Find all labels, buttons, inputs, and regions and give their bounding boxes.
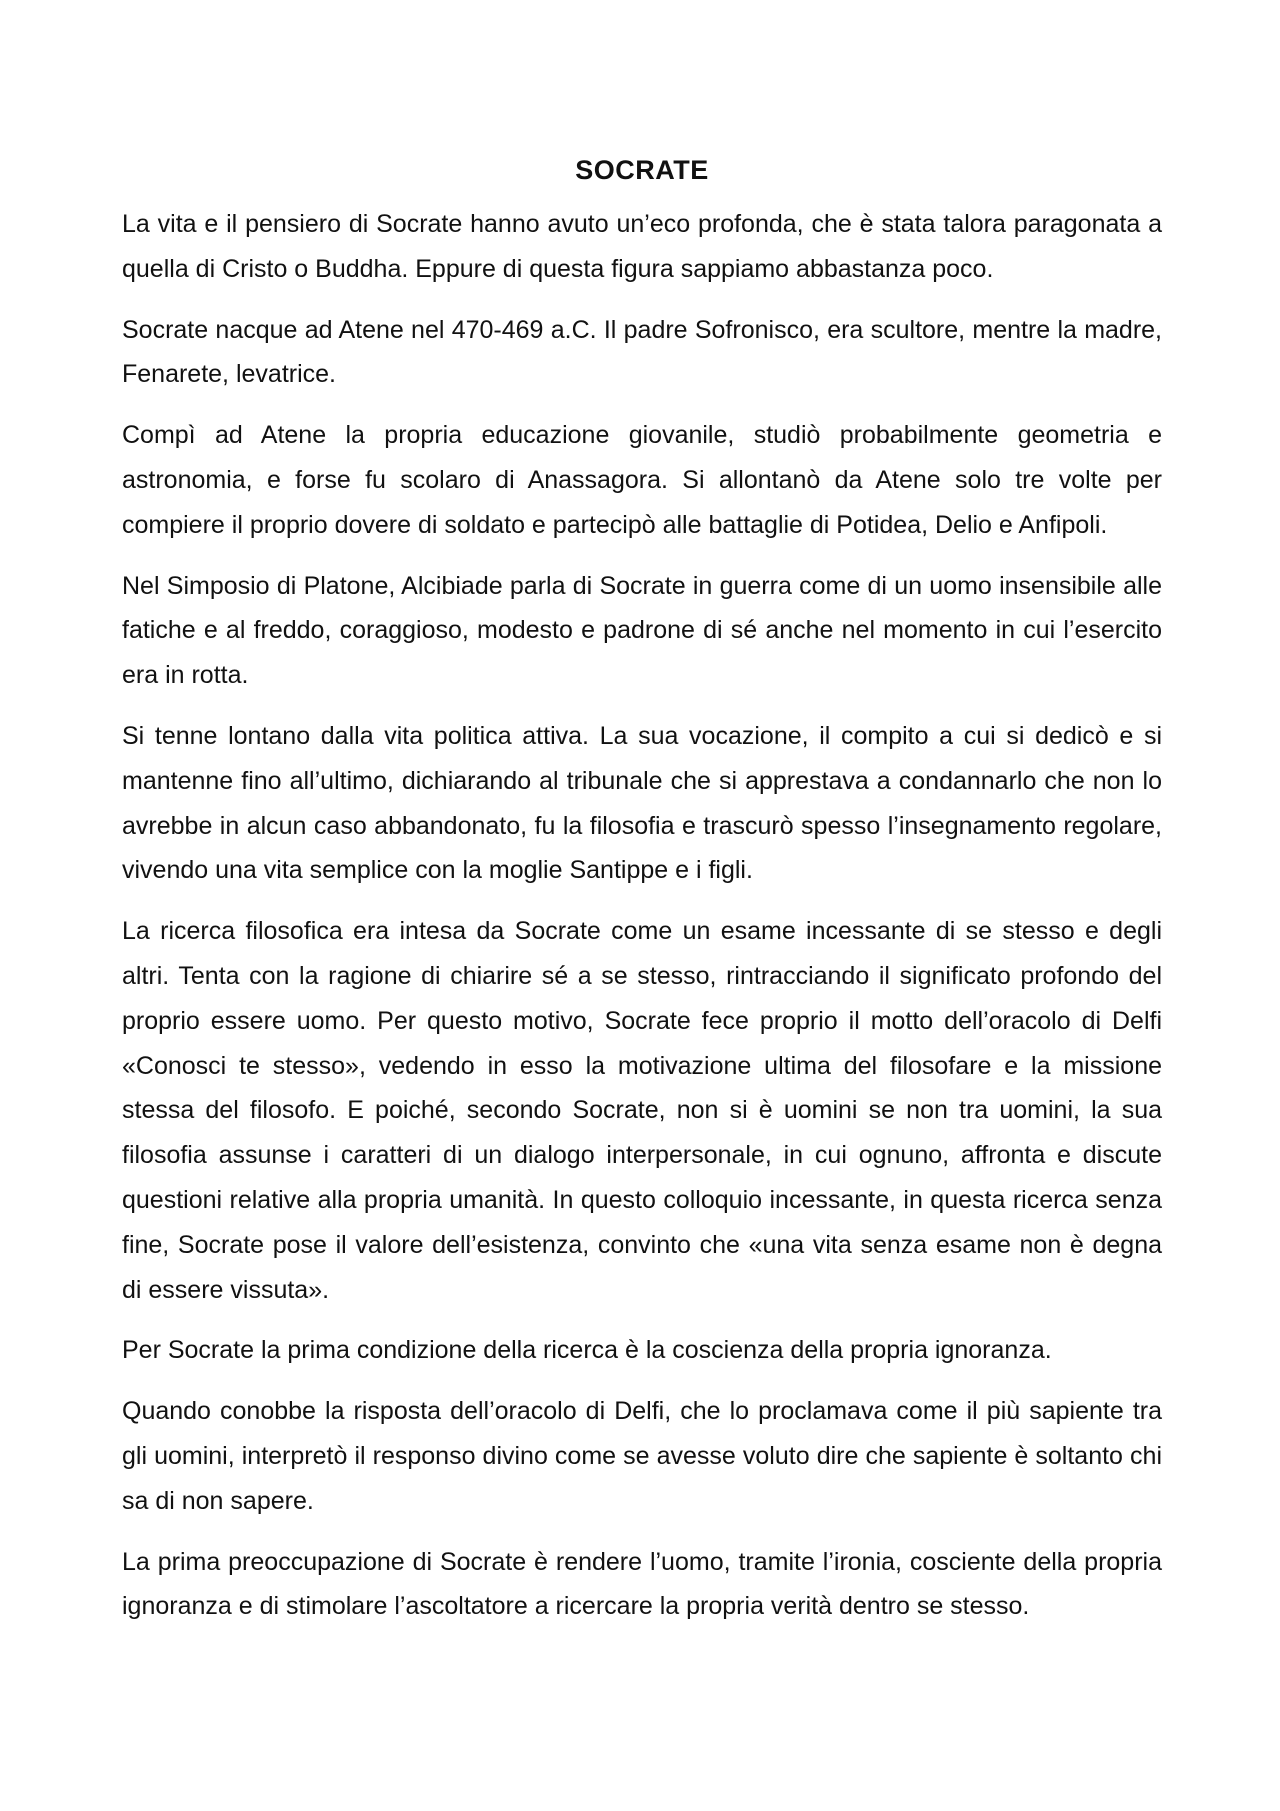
paragraph-1: La vita e il pensiero di Socrate hanno avuto un’eco profonda, che è stata talora paragonata a quella di Cristo o Buddha. Eppure di questa figura sappiamo abbastanza poco. (122, 210, 1162, 283)
paragraph-7: Per Socrate la prima condizione della ricerca è la coscienza della propria ignoranza. (122, 1336, 1052, 1365)
paragraph-8: Quando conobbe la risposta dell’oracolo di Delfi, che lo proclamava come il più sapiente tra gli uomini, interpretò il responso divino come se avesse voluto dire che sapiente è soltanto chi sa di non sapere. (122, 1397, 1162, 1515)
paragraph-6: La ricerca filosofica era intesa da Socrate come un esame incessante di se stesso e degli altri. Tenta con la ragione di chiarire sé a se stesso, rintracciando il significato profondo del proprio essere uomo. Per questo motivo, Socrate fece proprio il motto dell’oracolo di Delfi «Conosci te stesso», vedendo in esso la motivazione ultima del filosofare e la missione stessa del filosofo. E poiché, secondo Socrate, non si è uomini se non tra uomini, la sua filosofia assunse i caratteri di un dialogo interpersonale, in cui ognuno, affronta e discute questioni relative alla propria umanità. In questo colloquio incessante, in questa ricerca senza fine, Socrate pose il valore dell’esistenza, convinto che «una vita senza esame non è degna di essere vissuta». (122, 917, 1162, 1304)
paragraph-3: Compì ad Atene la propria educazione giovanile, studiò probabilmente geometria e astronomia, e forse fu scolaro di Anassagora. Si allontanò da Atene solo tre volte per compiere il proprio dovere di soldato e partecipò alle battaglie di Potidea, Delio e Anfipoli. (122, 421, 1162, 539)
paragraph-4: Nel Simposio di Platone, Alcibiade parla di Socrate in guerra come di un uomo insensibile alle fatiche e al freddo, coraggioso, modesto e padrone di sé anche nel momento in cui l’esercito era in rotta. (122, 571, 1162, 690)
paragraph-9: La prima preoccupazione di Socrate è rendere l’uomo, tramite l’ironia, cosciente della propria ignoranza e di stimolare l’ascoltatore a ricercare la propria verità dentro se stesso. (122, 1547, 1162, 1621)
document-body (122, 152, 1162, 1645)
paragraph-2: Socrate nacque ad Atene nel 470-469 a.C. Il padre Sofronisco, era scultore, mentre la madre, Fenarete, levatrice. (122, 315, 1162, 389)
paragraph-5: Si tenne lontano dalla vita politica attiva. La sua vocazione, il compito a cui si dedicò e si mantenne fino all’ultimo, dichiarando al tribunale che si apprestava a condannarlo che non lo avrebbe in alcun caso abbandonato, fu la filosofia e trascurò spesso l’insegnamento regolare, vivendo una vita semplice con la moglie Santippe e i figli. (122, 721, 1162, 885)
page-title: SOCRATE (575, 155, 709, 185)
